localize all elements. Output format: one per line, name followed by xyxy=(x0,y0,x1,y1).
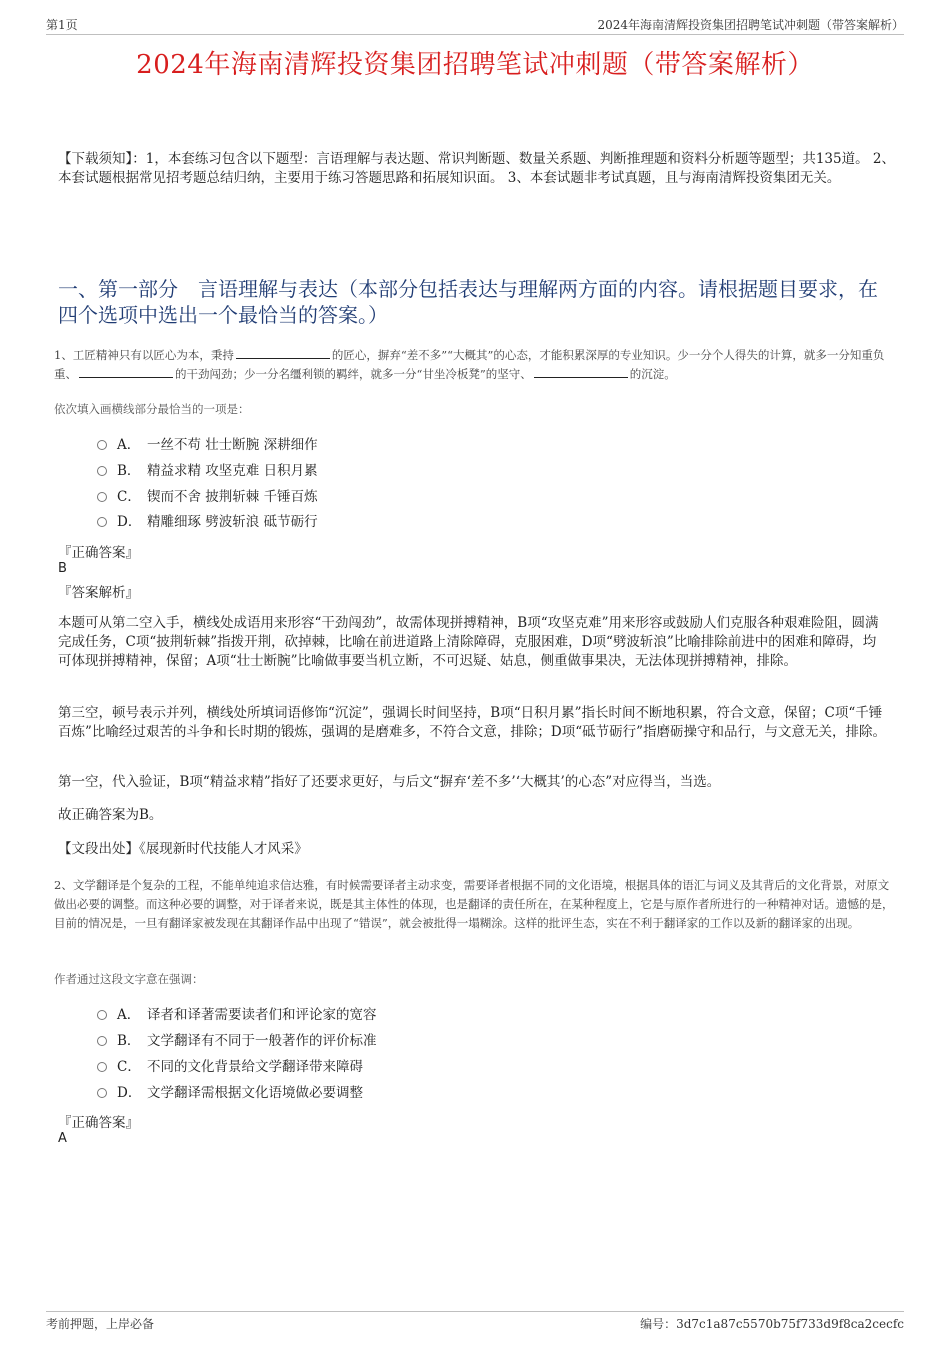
q1-analysis-paragraph: 本题可从第二空入手，横线处成语用来形容“干劲闯劲”，故需体现拼搏精神，B项“攻坚克难”用来形容或鼓励人们克服各种艰难险阻，圆满完成任务，C项“披荆斩棘”指拨开荆，砍掉棘，比喻在前进道路上清除障碍，克服困难，D项“劈波斩浪”比喻排除前进中的困难和障碍，均可体现拼搏精神，保留；A项“壮士断腕”比喻做事要当机立断，不可迟疑、姑息，侧重做事果决，无法体现拼搏精神，排除。 xyxy=(58,615,879,669)
download-notice: 【下载须知】：1，本套练习包含以下题型：言语理解与表达题、常识判断题、数量关系题、判断推理题和资料分析题等题型；共135道。 2、本套试题根据常见招考题总结归纳，主要用于练习答题思路和拓展知识面。 3、本套试题非考试真题，且与海南清辉投资集团无关。 xyxy=(58,151,895,186)
section-title: 一、第一部分 言语理解与表达（本部分包括表达与理解两方面的内容。请根据题目要求，在四个选项中选出一个最恰当的答案。） xyxy=(58,277,878,327)
q1-source: 【文段出处】《展现新时代技能人才风采》 xyxy=(58,841,308,857)
page-header xyxy=(46,14,904,35)
q2-answer: A xyxy=(58,1131,67,1146)
radio-icon[interactable] xyxy=(97,1010,107,1020)
q2-option-c[interactable]: C． 不同的文化背景给文学翻译带来障碍 xyxy=(97,1057,363,1077)
q2-option-d[interactable]: D． 文学翻译需根据文化语境做必要调整 xyxy=(97,1083,363,1103)
document-id: 编号：3d7c1a87c5570b75f733d9f8ca2cecfc xyxy=(640,1317,904,1331)
blank-1 xyxy=(236,347,330,359)
document-title: 2024年海南清辉投资集团招聘笔试冲刺题（带答案解析） xyxy=(136,50,814,80)
radio-icon[interactable] xyxy=(97,492,107,502)
q1-analysis-paragraph: 第三空，顿号表示并列，横线处所填词语修饰“沉淀”，强调长时间坚持，B项“日积月累”指长时间不断地积累，符合文意，保留；C项“千锤百炼”比喻经过艰苦的斗争和长时期的锻炼，强调的是磨难多，不符合文意，排除；D项“砥节砺行”指磨砺操守和品行，与文意无关，排除。 xyxy=(58,705,887,740)
page-number: 第1页 xyxy=(46,18,78,32)
blank-3 xyxy=(534,366,628,378)
q1-analysis-paragraph: 第一空，代入验证，B项“精益求精”指好了还要求更好，与后文“摒弃‘差不多’‘大概其’的心态”对应得当，当选。 xyxy=(58,774,721,790)
q1-analysis-label: 『答案解析』 xyxy=(58,585,139,601)
q1-answer: B xyxy=(58,561,67,576)
q1-option-b[interactable]: B． 精益求精 攻坚克难 日积月累 xyxy=(97,461,318,481)
q1-analysis-paragraph: 故正确答案为B。 xyxy=(58,807,163,823)
radio-icon[interactable] xyxy=(97,466,107,476)
q2-option-b[interactable]: B． 文学翻译有不同于一般著作的评价标准 xyxy=(97,1031,377,1051)
page-footer xyxy=(46,1311,904,1332)
q2-option-a[interactable]: A． 译者和译著需要读者们和评论家的宽容 xyxy=(97,1005,377,1025)
radio-icon[interactable] xyxy=(97,517,107,527)
question-1-prompt: 依次填入画横线部分最恰当的一项是： xyxy=(54,402,250,416)
header-title: 2024年海南清辉投资集团招聘笔试冲刺题（带答案解析） xyxy=(597,18,904,32)
radio-icon[interactable] xyxy=(97,440,107,450)
q1-option-a[interactable]: A． 一丝不苟 壮士断腕 深耕细作 xyxy=(97,435,318,455)
radio-icon[interactable] xyxy=(97,1036,107,1046)
q2-answer-label: 『正确答案』 xyxy=(58,1115,139,1131)
footer-slogan: 考前押题，上岸必备 xyxy=(46,1317,155,1331)
radio-icon[interactable] xyxy=(97,1088,107,1098)
blank-2 xyxy=(79,366,173,378)
q1-option-c[interactable]: C． 锲而不舍 披荆斩棘 千锤百炼 xyxy=(97,487,318,507)
q1-option-d[interactable]: D． 精雕细琢 劈波斩浪 砥节砺行 xyxy=(97,512,318,532)
question-2-text: 2、文学翻译是个复杂的工程，不能单纯追求信达雅，有时候需要译者主动求变，需要译者根据不同的文化语境，根据具体的语汇与词义及其背后的文化背景，对原文做出必要的调整。而这种必要的调整，对于译者来说，既是其主体性的体现，也是翻译的责任所在，在某种程度上，它是与原作者所进行的一种精神对话。遗憾的是，目前的情况是，一旦有翻译家被发现在其翻译作品中出现了“错误”，就会被批得一塌糊涂。这样的批评生态，实在不利于翻译家的工作以及新的翻译家的出现。 xyxy=(54,878,894,930)
q1-answer-label: 『正确答案』 xyxy=(58,545,139,561)
question-2-prompt: 作者通过这段文字意在强调： xyxy=(54,972,204,986)
radio-icon[interactable] xyxy=(97,1062,107,1072)
question-1-text: 1、工匠精神只有以匠心为本，秉持 的匠心，摒弃“差不多”“大概其”的心态，才能积累深厚的专业知识。少一分个人得失的计算，就多一分知重负重、 的干劲闯劲；少一分名缰利锁的羁绊，就多一分“甘坐冷板凳”的坚守、 的沉淀。 xyxy=(54,348,885,381)
